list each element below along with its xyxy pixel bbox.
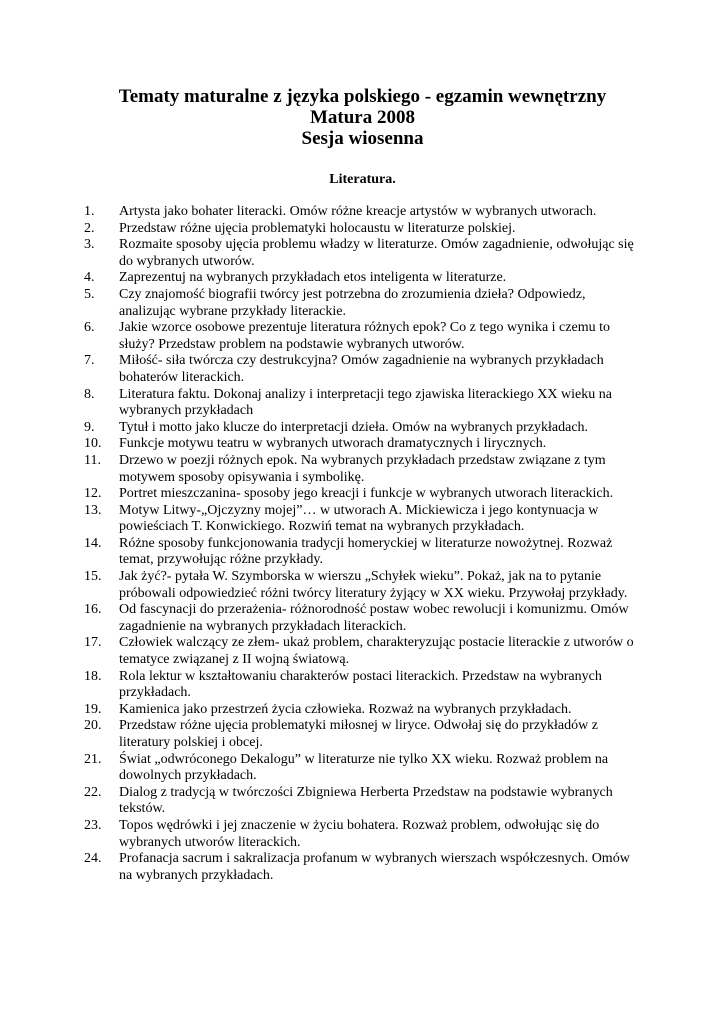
- topic-text: Profanacja sacrum i sakralizacja profanum w wybranych wierszach współczesnych. Omów na wybranych przykładach.: [119, 851, 630, 883]
- topic-text: Portret mieszczanina- sposoby jego kreacji i funkcje w wybranych utworach literackich.: [119, 486, 614, 502]
- topic-text: Rola lektur w kształtowaniu charakterów postaci literackich. Przedstaw na wybranych przykładach.: [119, 668, 602, 701]
- topic-text: Czy znajomość biografii twórcy jest potrzebna do zrozumienia dzieła? Odpowiedz, analizując wybrane przykłady literackie.: [119, 286, 586, 319]
- list-item: [84, 237, 644, 270]
- topic-number: 24.: [84, 851, 102, 867]
- document-title: [0, 86, 725, 149]
- topic-text: Przedstaw różne ujęcia problematyki holocaustu w literaturze polskiej.: [119, 220, 516, 236]
- topic-text: Od fascynacji do przerażenia- różnorodność postaw wobec rewolucji i komunizmu. Omów zagadnienie na wybranych przykładach literackich.: [119, 602, 629, 634]
- list-item: [84, 270, 644, 287]
- topic-number: 20.: [84, 718, 102, 734]
- topic-number: 10.: [84, 436, 102, 452]
- topic-number: 15.: [84, 569, 102, 585]
- topic-number: 7.: [84, 353, 95, 369]
- topic-text: Drzewo w poezji różnych epok. Na wybranych przykładach przedstaw związane z tym motywem sposoby opisywania i symbolikę.: [119, 452, 606, 485]
- list-item: [84, 221, 644, 238]
- list-item: [84, 702, 644, 719]
- list-item: [84, 387, 644, 420]
- topic-number: 19.: [84, 701, 102, 717]
- list-item: [84, 851, 644, 884]
- topic-text: Dialog z tradycją w twórczości Zbigniewa Herberta Przedstaw na podstawie wybranych tekstów.: [119, 784, 613, 817]
- list-item: [84, 602, 644, 635]
- list-item: [84, 718, 644, 751]
- section-heading: Literatura.: [329, 172, 396, 187]
- list-item: [84, 320, 644, 353]
- list-item: [84, 536, 644, 569]
- title-line-3: Sesja wiosenna: [301, 128, 424, 149]
- topic-number: 9.: [84, 419, 95, 435]
- list-item: [84, 569, 644, 602]
- list-item: [84, 420, 644, 437]
- topic-text: Przedstaw różne ujęcia problematyki miłosnej w liryce. Odwołaj się do przykładów z literatury polskiej i obcej.: [119, 718, 598, 750]
- topic-text: Topos wędrówki i jej znaczenie w życiu bohatera. Rozważ problem, odwołując się do wybranych utworów literackich.: [119, 817, 600, 850]
- topic-number: 1.: [84, 204, 95, 219]
- topic-text: Świat „odwróconego Dekalogu” w literaturze nie tylko XX wieku. Rozważ problem na dowolnych przykładach.: [119, 751, 609, 784]
- topic-text: Rozmaite sposoby ujęcia problemu władzy w literaturze. Omów zagadnienie, odwołując się do wybranych utworów.: [119, 237, 634, 269]
- list-item: [84, 818, 644, 851]
- topic-number: 23.: [84, 817, 102, 833]
- list-item: [84, 486, 644, 503]
- title-line-1: Tematy maturalne z języka polskiego - egzamin wewnętrzny: [118, 86, 607, 107]
- topic-text: Miłość- siła twórcza czy destrukcyjna? Omów zagadnienie na wybranych przykładach bohaterów literackich.: [119, 353, 604, 385]
- list-item: [84, 503, 644, 536]
- topic-list: [84, 204, 644, 884]
- topic-number: 12.: [84, 486, 102, 502]
- topic-number: 22.: [84, 784, 102, 800]
- topic-number: 14.: [84, 535, 102, 551]
- list-item: [84, 287, 644, 320]
- topic-text: Funkcje motywu teatru w wybranych utworach dramatycznych i lirycznych.: [119, 436, 547, 452]
- list-item: [84, 635, 644, 668]
- topic-text: Literatura faktu. Dokonaj analizy i interpretacji tego zjawiska literackiego XX wieku na wybranych przykładach: [119, 386, 612, 419]
- topic-number: 13.: [84, 502, 102, 518]
- topic-text: Kamienica jako przestrzeń życia człowieka. Rozważ na wybranych przykładach.: [119, 701, 572, 717]
- topic-number: 2.: [84, 220, 95, 236]
- topic-number: 3.: [84, 237, 95, 253]
- list-item: [84, 453, 644, 486]
- topic-number: 5.: [84, 286, 95, 302]
- list-item: [84, 669, 644, 702]
- topic-number: 18.: [84, 668, 102, 684]
- topic-number: 17.: [84, 635, 102, 651]
- topic-number: 8.: [84, 386, 95, 402]
- topic-text: Jakie wzorce osobowe prezentuje literatura różnych epok? Co z tego wynika i czemu to służy? Przedstaw problem na podstawie wybranych utworów.: [119, 320, 610, 352]
- topic-text: Człowiek walczący ze złem- ukaż problem, charakteryzując postacie literackie z utworów o tematyce związanej z II wojną światową.: [119, 635, 634, 668]
- topic-number: 6.: [84, 320, 95, 336]
- topic-text: Tytuł i motto jako klucze do interpretacji dzieła. Omów na wybranych przykładach.: [119, 419, 589, 435]
- topic-number: 21.: [84, 751, 102, 767]
- title-line-2: Matura 2008: [309, 107, 415, 128]
- topic-text: Jak żyć?- pytała W. Szymborska w wierszu „Schyłek wieku”. Pokaż, jak na to pytanie próbowali odpowiedzieć różni twórcy literatury żyjący w XX wieku. Przywołaj przykłady.: [119, 569, 628, 601]
- list-item: [84, 752, 644, 785]
- topic-text: Różne sposoby funkcjonowania tradycji homeryckiej w literaturze nowożytnej. Rozważ temat, przywołując różne przykłady.: [119, 535, 613, 568]
- topic-number: 11.: [84, 452, 101, 468]
- topic-number: 16.: [84, 602, 102, 618]
- list-item: [84, 353, 644, 386]
- topic-text: Motyw Litwy-„Ojczyzny mojej”… w utworach A. Mickiewicza i jego kontynuacja w powieściach T. Konwickiego. Rozwiń temat na wybranych przykładach.: [119, 502, 599, 535]
- list-item: [84, 204, 644, 221]
- topic-text: Zaprezentuj na wybranych przykładach etos inteligenta w literaturze.: [119, 270, 507, 286]
- list-item: [84, 785, 644, 818]
- topic-number: 4.: [84, 270, 95, 286]
- list-item: [84, 436, 644, 453]
- topic-text: Artysta jako bohater literacki. Omów różne kreacje artystów w wybranych utworach.: [119, 204, 597, 219]
